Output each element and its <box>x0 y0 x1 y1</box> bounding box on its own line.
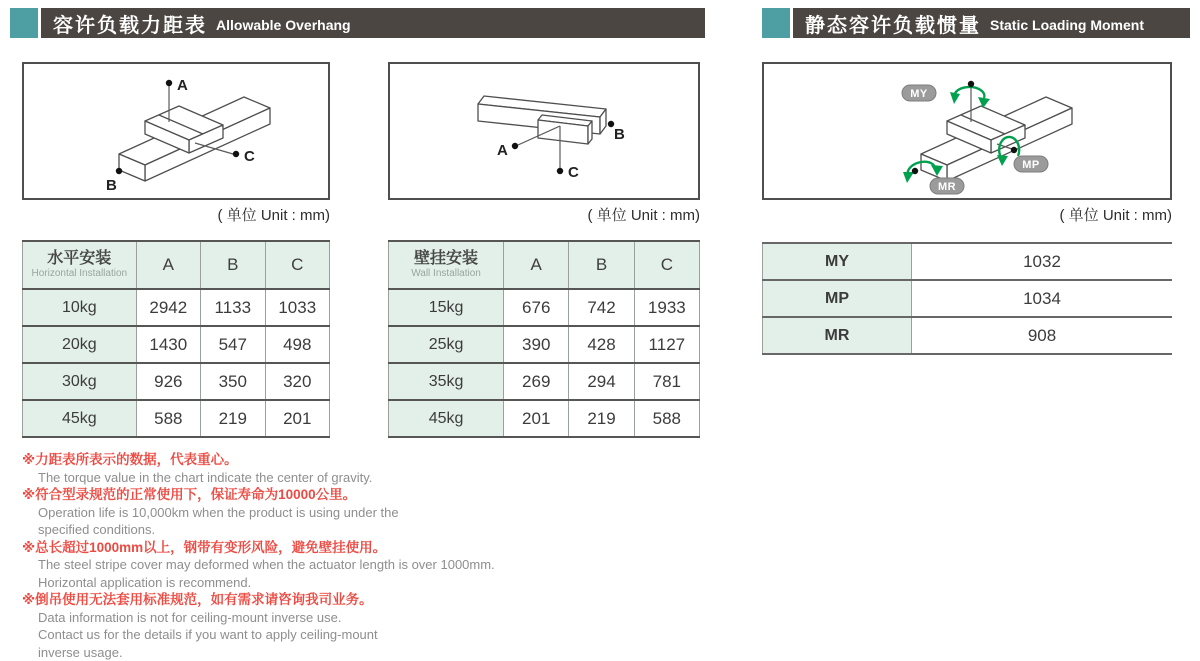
value-cell: 269 <box>504 363 569 400</box>
value-cell: 588 <box>634 400 699 437</box>
point-c-dot <box>233 151 239 157</box>
value-cell: 201 <box>504 400 569 437</box>
mp-arrowhead <box>997 155 1008 166</box>
teal-accent-square <box>762 8 790 38</box>
mr-axis-dot <box>912 168 918 174</box>
table-title-cell <box>389 241 504 289</box>
value-cell: 926 <box>136 363 200 400</box>
load-cell: 20kg <box>23 326 137 363</box>
note-zh: ※符合型录规范的正常使用下，保证寿命为10000公里。 <box>22 486 682 504</box>
unit-label: ( 单位 Unit : mm) <box>388 204 700 226</box>
column-header-a: A <box>136 241 200 289</box>
actuator-wall-drawing <box>390 64 698 198</box>
value-cell: 1127 <box>634 326 699 363</box>
value-cell: 1133 <box>201 289 265 326</box>
table-row <box>23 326 330 363</box>
table-row <box>389 326 700 363</box>
value-cell: 676 <box>504 289 569 326</box>
unit-label: ( 单位 Unit : mm) <box>762 204 1172 226</box>
point-a-dot <box>166 80 172 86</box>
mr-arrowhead-left <box>903 172 914 183</box>
note-en: Data information is not for ceiling-mount inverse use. <box>38 609 682 627</box>
note-zh: ※倒吊使用无法套用标准规范，如有需求请咨询我司业务。 <box>22 591 682 609</box>
table-row <box>389 363 700 400</box>
static-moment-table <box>762 242 1172 355</box>
note-en: Operation life is 10,000km when the product is using under the <box>38 504 682 522</box>
footnotes <box>22 451 682 661</box>
column-header-a: A <box>504 241 569 289</box>
column-header-c: C <box>265 241 329 289</box>
note-item <box>22 591 682 661</box>
mp-badge-label: MP <box>1022 159 1040 171</box>
table-title-en: Horizontal Installation <box>23 268 136 280</box>
header-bar <box>41 8 705 38</box>
note-zh: ※总长超过1000mm以上，钢带有变形风险，避免壁挂使用。 <box>22 539 682 557</box>
value-cell: 547 <box>201 326 265 363</box>
note-zh: ※力距表所表示的数据，代表重心。 <box>22 451 682 469</box>
table-title-cell <box>23 241 137 289</box>
table-row <box>763 243 1173 280</box>
load-cell: 30kg <box>23 363 137 400</box>
table-title-zh: 水平安装 <box>23 250 136 268</box>
section-title-zh: 静态容许负载惯量 <box>805 9 981 38</box>
note-item <box>22 486 682 539</box>
load-cell: 25kg <box>389 326 504 363</box>
moment-label-mp: MP <box>763 280 912 317</box>
value-cell: 201 <box>265 400 329 437</box>
diagram-horizontal-overhang <box>22 62 330 200</box>
value-cell: 781 <box>634 363 699 400</box>
value-cell: 428 <box>569 326 634 363</box>
moment-axes-drawing <box>764 64 1170 198</box>
my-badge-label: MY <box>910 88 928 100</box>
section-title-zh: 容许负载力距表 <box>53 9 207 38</box>
moment-value-my: 1032 <box>912 243 1173 280</box>
load-cell: 45kg <box>389 400 504 437</box>
section-title-en: Static Loading Moment <box>990 14 1144 33</box>
value-cell: 588 <box>136 400 200 437</box>
mr-badge-label: MR <box>938 181 956 193</box>
value-cell: 219 <box>569 400 634 437</box>
column-header-b: B <box>201 241 265 289</box>
section-header-allowable-overhang <box>10 8 705 38</box>
value-cell: 320 <box>265 363 329 400</box>
point-a-dot <box>512 143 518 149</box>
note-item <box>22 451 682 486</box>
table-header-row <box>23 241 330 289</box>
column-header-c: C <box>634 241 699 289</box>
table-header-row <box>389 241 700 289</box>
load-cell: 15kg <box>389 289 504 326</box>
unit-label: ( 单位 Unit : mm) <box>22 204 330 226</box>
table-title-en: Wall Installation <box>389 268 503 280</box>
point-a-label: A <box>177 77 188 94</box>
value-cell: 1933 <box>634 289 699 326</box>
table-title-zh: 壁挂安装 <box>389 250 503 268</box>
value-cell: 294 <box>569 363 634 400</box>
table-row <box>389 400 700 437</box>
point-b-label: B <box>106 177 117 194</box>
table-row <box>23 289 330 326</box>
point-b-dot <box>116 168 122 174</box>
mp-axis-dot <box>1011 147 1017 153</box>
note-en: The steel stripe cover may deformed when the actuator length is over 1000mm. <box>38 556 682 574</box>
teal-accent-square <box>10 8 38 38</box>
load-cell: 45kg <box>23 400 137 437</box>
slider-right-face <box>588 121 592 144</box>
table-row <box>23 400 330 437</box>
column-header-b: B <box>569 241 634 289</box>
table-row <box>23 363 330 400</box>
actuator-isometric-drawing <box>24 64 328 198</box>
value-cell: 742 <box>569 289 634 326</box>
note-en: Contact us for the details if you want to apply ceiling-mount <box>38 626 682 644</box>
value-cell: 1430 <box>136 326 200 363</box>
point-c-dot <box>557 168 563 174</box>
point-a-label: A <box>497 142 508 159</box>
header-bar <box>793 8 1190 38</box>
point-c-label: C <box>244 148 255 165</box>
my-axis-dot <box>968 81 974 87</box>
load-cell: 10kg <box>23 289 137 326</box>
diagram-static-moment <box>762 62 1172 200</box>
section-title-en: Allowable Overhang <box>216 14 351 33</box>
note-en: specified conditions. <box>38 521 682 539</box>
value-cell: 390 <box>504 326 569 363</box>
diagram-wall-overhang <box>388 62 700 200</box>
note-en: Horizontal application is recommend. <box>38 574 682 592</box>
note-item <box>22 539 682 592</box>
point-c-label: C <box>568 164 579 181</box>
moment-value-mr: 908 <box>912 317 1173 354</box>
note-en: The torque value in the chart indicate the center of gravity. <box>38 469 682 487</box>
value-cell: 350 <box>201 363 265 400</box>
table-row <box>763 280 1173 317</box>
note-en: inverse usage. <box>38 644 682 661</box>
section-header-static-loading-moment <box>762 8 1190 38</box>
value-cell: 2942 <box>136 289 200 326</box>
moment-label-my: MY <box>763 243 912 280</box>
wall-installation-table <box>388 240 700 438</box>
load-cell: 35kg <box>389 363 504 400</box>
horizontal-installation-table <box>22 240 330 438</box>
value-cell: 1033 <box>265 289 329 326</box>
table-row <box>763 317 1173 354</box>
table-row <box>389 289 700 326</box>
value-cell: 219 <box>201 400 265 437</box>
my-arrowhead-left <box>950 92 960 104</box>
moment-label-mr: MR <box>763 317 912 354</box>
moment-value-mp: 1034 <box>912 280 1173 317</box>
point-b-label: B <box>614 126 625 143</box>
value-cell: 498 <box>265 326 329 363</box>
